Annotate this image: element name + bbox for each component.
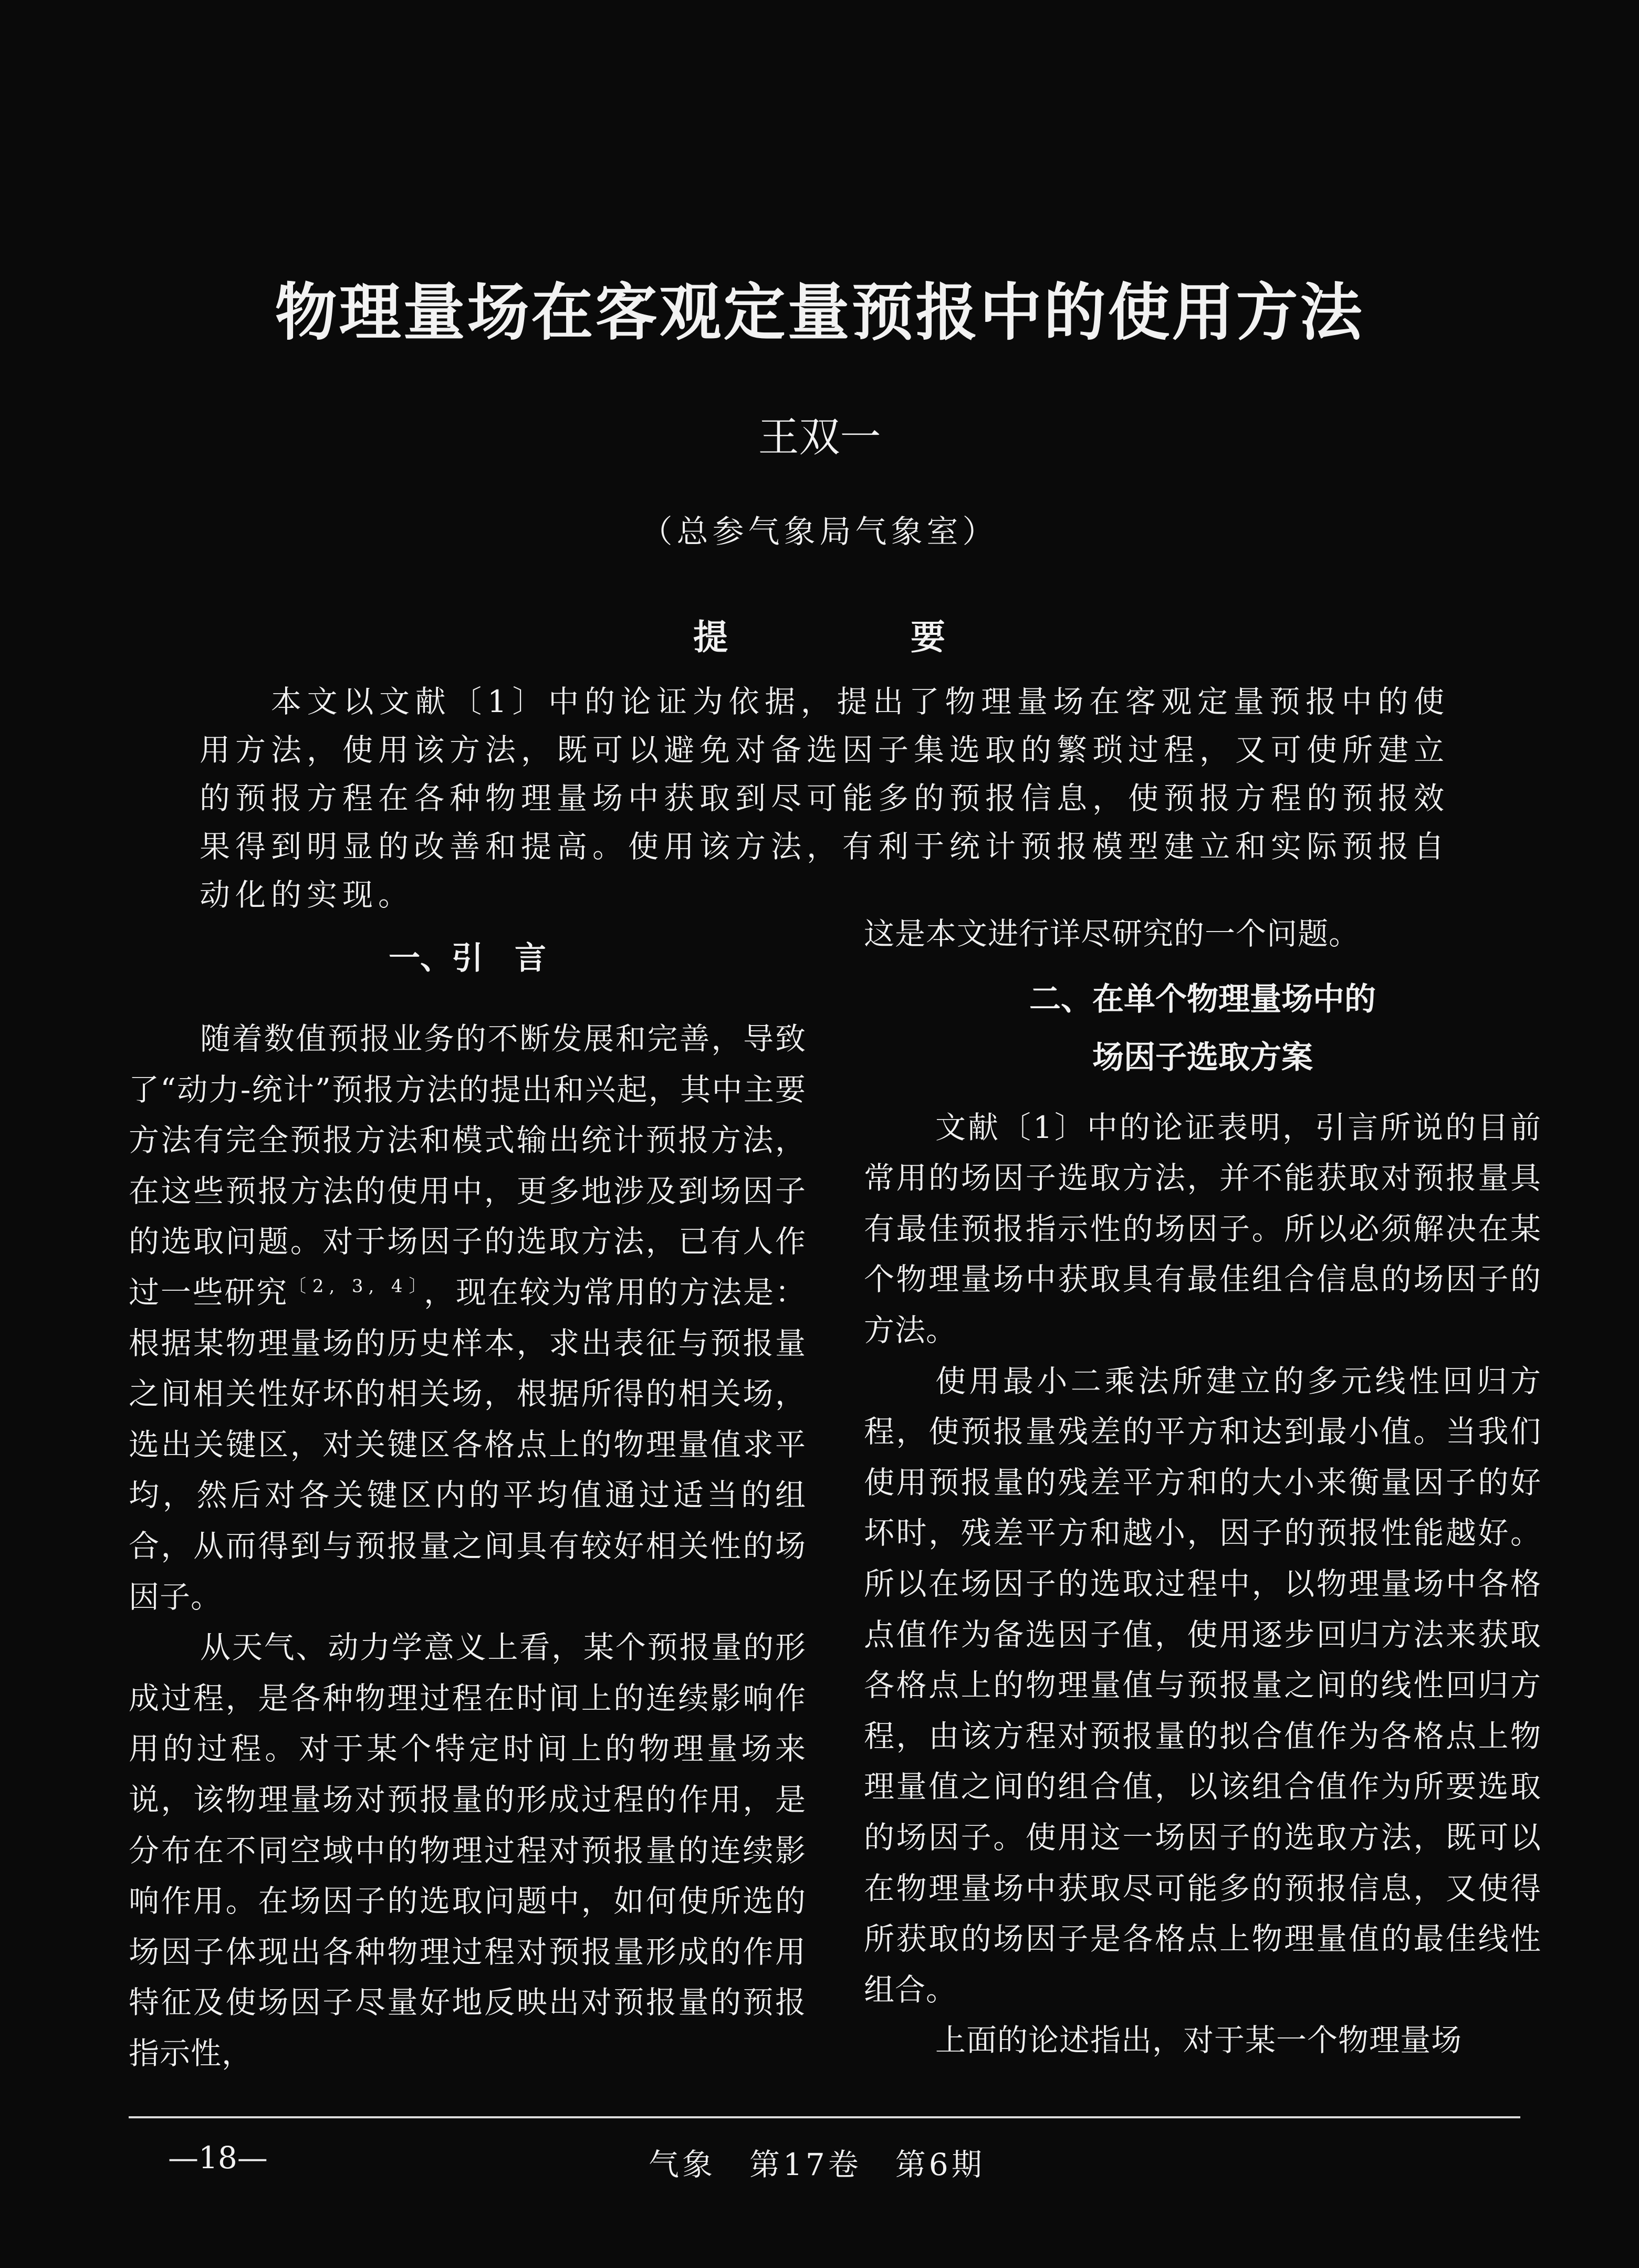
section-heading-introduction: 一、引 言 xyxy=(389,940,546,977)
journal-info: 气象 第17卷 第6期 xyxy=(649,2147,985,2182)
abstract-heading-left: 提 xyxy=(693,616,728,657)
article-title: 物理量场在客观定量预报中的使用方法 xyxy=(275,276,1364,349)
paragraph: 使用最小二乘法所建立的多元线性回归方程，使预报量残差的平方和达到最小值。当我们使用预报量的残差平方和的大小来衡量因子的好坏时，残差平方和越小，因子的预报性能越好。所以在场因子的选取过程中，以物理量场中各格点值作为备选因子值，使用逐步回归方法来获取各格点上的物理量值与预报量之间的线性回归方程，由该方程对预报量的拟合值作为各格点上物理量值之间的组合值，以该组合值作为所要选取的场因子。使用这一场因子的选取方法，既可以在物理量场中获取尽可能多的预报信息，又使得所获取的场因子是各格点上物理量值的最佳线性组合。 xyxy=(864,1363,1541,2008)
author-affiliation: （总参气象局气象室） xyxy=(641,514,998,550)
abstract-heading xyxy=(693,609,945,659)
citation-ref: 〔2, 3, 4〕 xyxy=(288,1276,424,1297)
footer-divider xyxy=(129,2116,1520,2118)
section-heading-2-line2: 场因子选取方案 xyxy=(1092,1039,1313,1076)
author-name: 王双一 xyxy=(758,414,881,461)
left-column xyxy=(129,908,806,2078)
abstract-heading-right: 要 xyxy=(911,616,945,657)
paragraph-text: ，现在较为常用的方法是：根据某物理量场的历史样本，求出表征与预报量之间相关性好坏的相关场，根据所得的相关场，选出关键区，对关键区各格点上的物理量值求平均，然后对各关键区内的平均值通过适当的组合，从而得到与预报量之间具有较好相关性的场因子。 xyxy=(129,1274,806,1615)
paragraph: 从天气、动力学意义上看，某个预报量的形成过程，是各种物理过程在时间上的连续影响作用的过程。对于某个特定时间上的物理量场来说，该物理量场对预报量的形成过程的作用，是分布在不同空域中的物理过程对预报量的连续影响作用。在场因子的选取问题中，如何使所选的场因子体现出各种物理过程对预报量形成的作用特征及使场因子尽量好地反映出对预报量的预报指示性， xyxy=(129,1629,806,2071)
paragraph-text: 随着数值预报业务的不断发展和完善，导致了“动力-统计”预报方法的提出和兴起，其中主要方法有完全预报方法和模式输出统计预报方法，在这些预报方法的使用中，更多地涉及到场因子的选取问题。对于场因子的选取方法，已有人作过一些研究 xyxy=(129,1021,806,1310)
abstract xyxy=(200,677,1449,919)
section-heading-2-line1: 二、在单个物理量场中的 xyxy=(1029,980,1376,1018)
paragraph: 上面的论述指出，对于某一个物理量场 xyxy=(935,2022,1463,2058)
paragraph-continuation: 这是本文进行详尽研究的一个问题。 xyxy=(864,916,1360,952)
paragraph xyxy=(129,1013,806,1622)
right-column xyxy=(864,908,1541,2066)
page-number: —18— xyxy=(168,2140,268,2176)
paragraph: 文献〔1〕中的论证表明，引言所说的目前常用的场因子选取方法，并不能获取对预报量具有最佳预报指示性的场因子。所以必须解决在某个物理量场中获取具有最佳组合信息的场因子的方法。 xyxy=(864,1109,1541,1348)
abstract-text: 本文以文献〔1〕中的论证为依据，提出了物理量场在客观定量预报中的使用方法，使用该方法，既可以避免对备选因子集选取的繁琐过程，又可使所建立的预报方程在各种物理量场中获取到尽可能多的预报信息，使预报方程的预报效果得到明显的改善和提高。使用该方法，有利于统计预报模型建立和实际预报自动化的实现。 xyxy=(200,684,1450,913)
